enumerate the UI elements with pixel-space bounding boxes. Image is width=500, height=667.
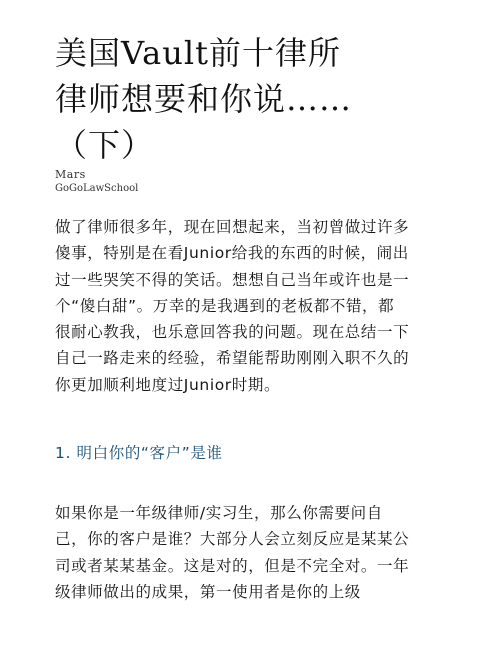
section-paragraph xyxy=(55,500,455,605)
title-line: 律师想要和你说…… xyxy=(55,80,353,118)
text-line: 自己一路走来的经验，希望能帮助刚刚入职不久的 xyxy=(55,349,410,368)
text-line: 很耐心教我，也乐意回答我的问题。现在总结一下 xyxy=(55,323,410,342)
intro-paragraph xyxy=(55,214,455,398)
section-heading: 1. 明白你的“客户”是谁 xyxy=(55,444,223,462)
article-title xyxy=(55,30,475,168)
byline xyxy=(55,168,138,196)
author-name: Mars xyxy=(55,168,86,181)
text-line: 个“傻白甜”。万幸的是我遇到的老板都不错，都 xyxy=(55,296,395,315)
title-line: 美国Vault前十律所 xyxy=(55,34,341,72)
text-line: 你更加顺利地度过Junior时期。 xyxy=(55,375,281,394)
organization-name: GoGoLawSchool xyxy=(55,183,139,194)
text-line: 级律师做出的成果，第一使用者是你的上级 xyxy=(55,582,361,601)
title-line: （下） xyxy=(55,126,155,164)
text-line: 己，你的客户是谁？大部分人会立刻反应是某某公 xyxy=(55,530,410,549)
text-line: 如果你是一年级律师/实习生，那么你需要问自 xyxy=(55,504,383,522)
text-line: 傻事，特别是在看Junior给我的东西的时候，闹出 xyxy=(55,244,409,263)
text-line: 做了律师很多年，现在回想起来，当初曾做过许多 xyxy=(55,218,410,236)
text-line: 司或者某某基金。这是对的，但是不完全对。一年 xyxy=(55,556,410,575)
text-line: 过一些哭笑不得的笑话。想想自己当年或许也是一 xyxy=(55,270,410,289)
